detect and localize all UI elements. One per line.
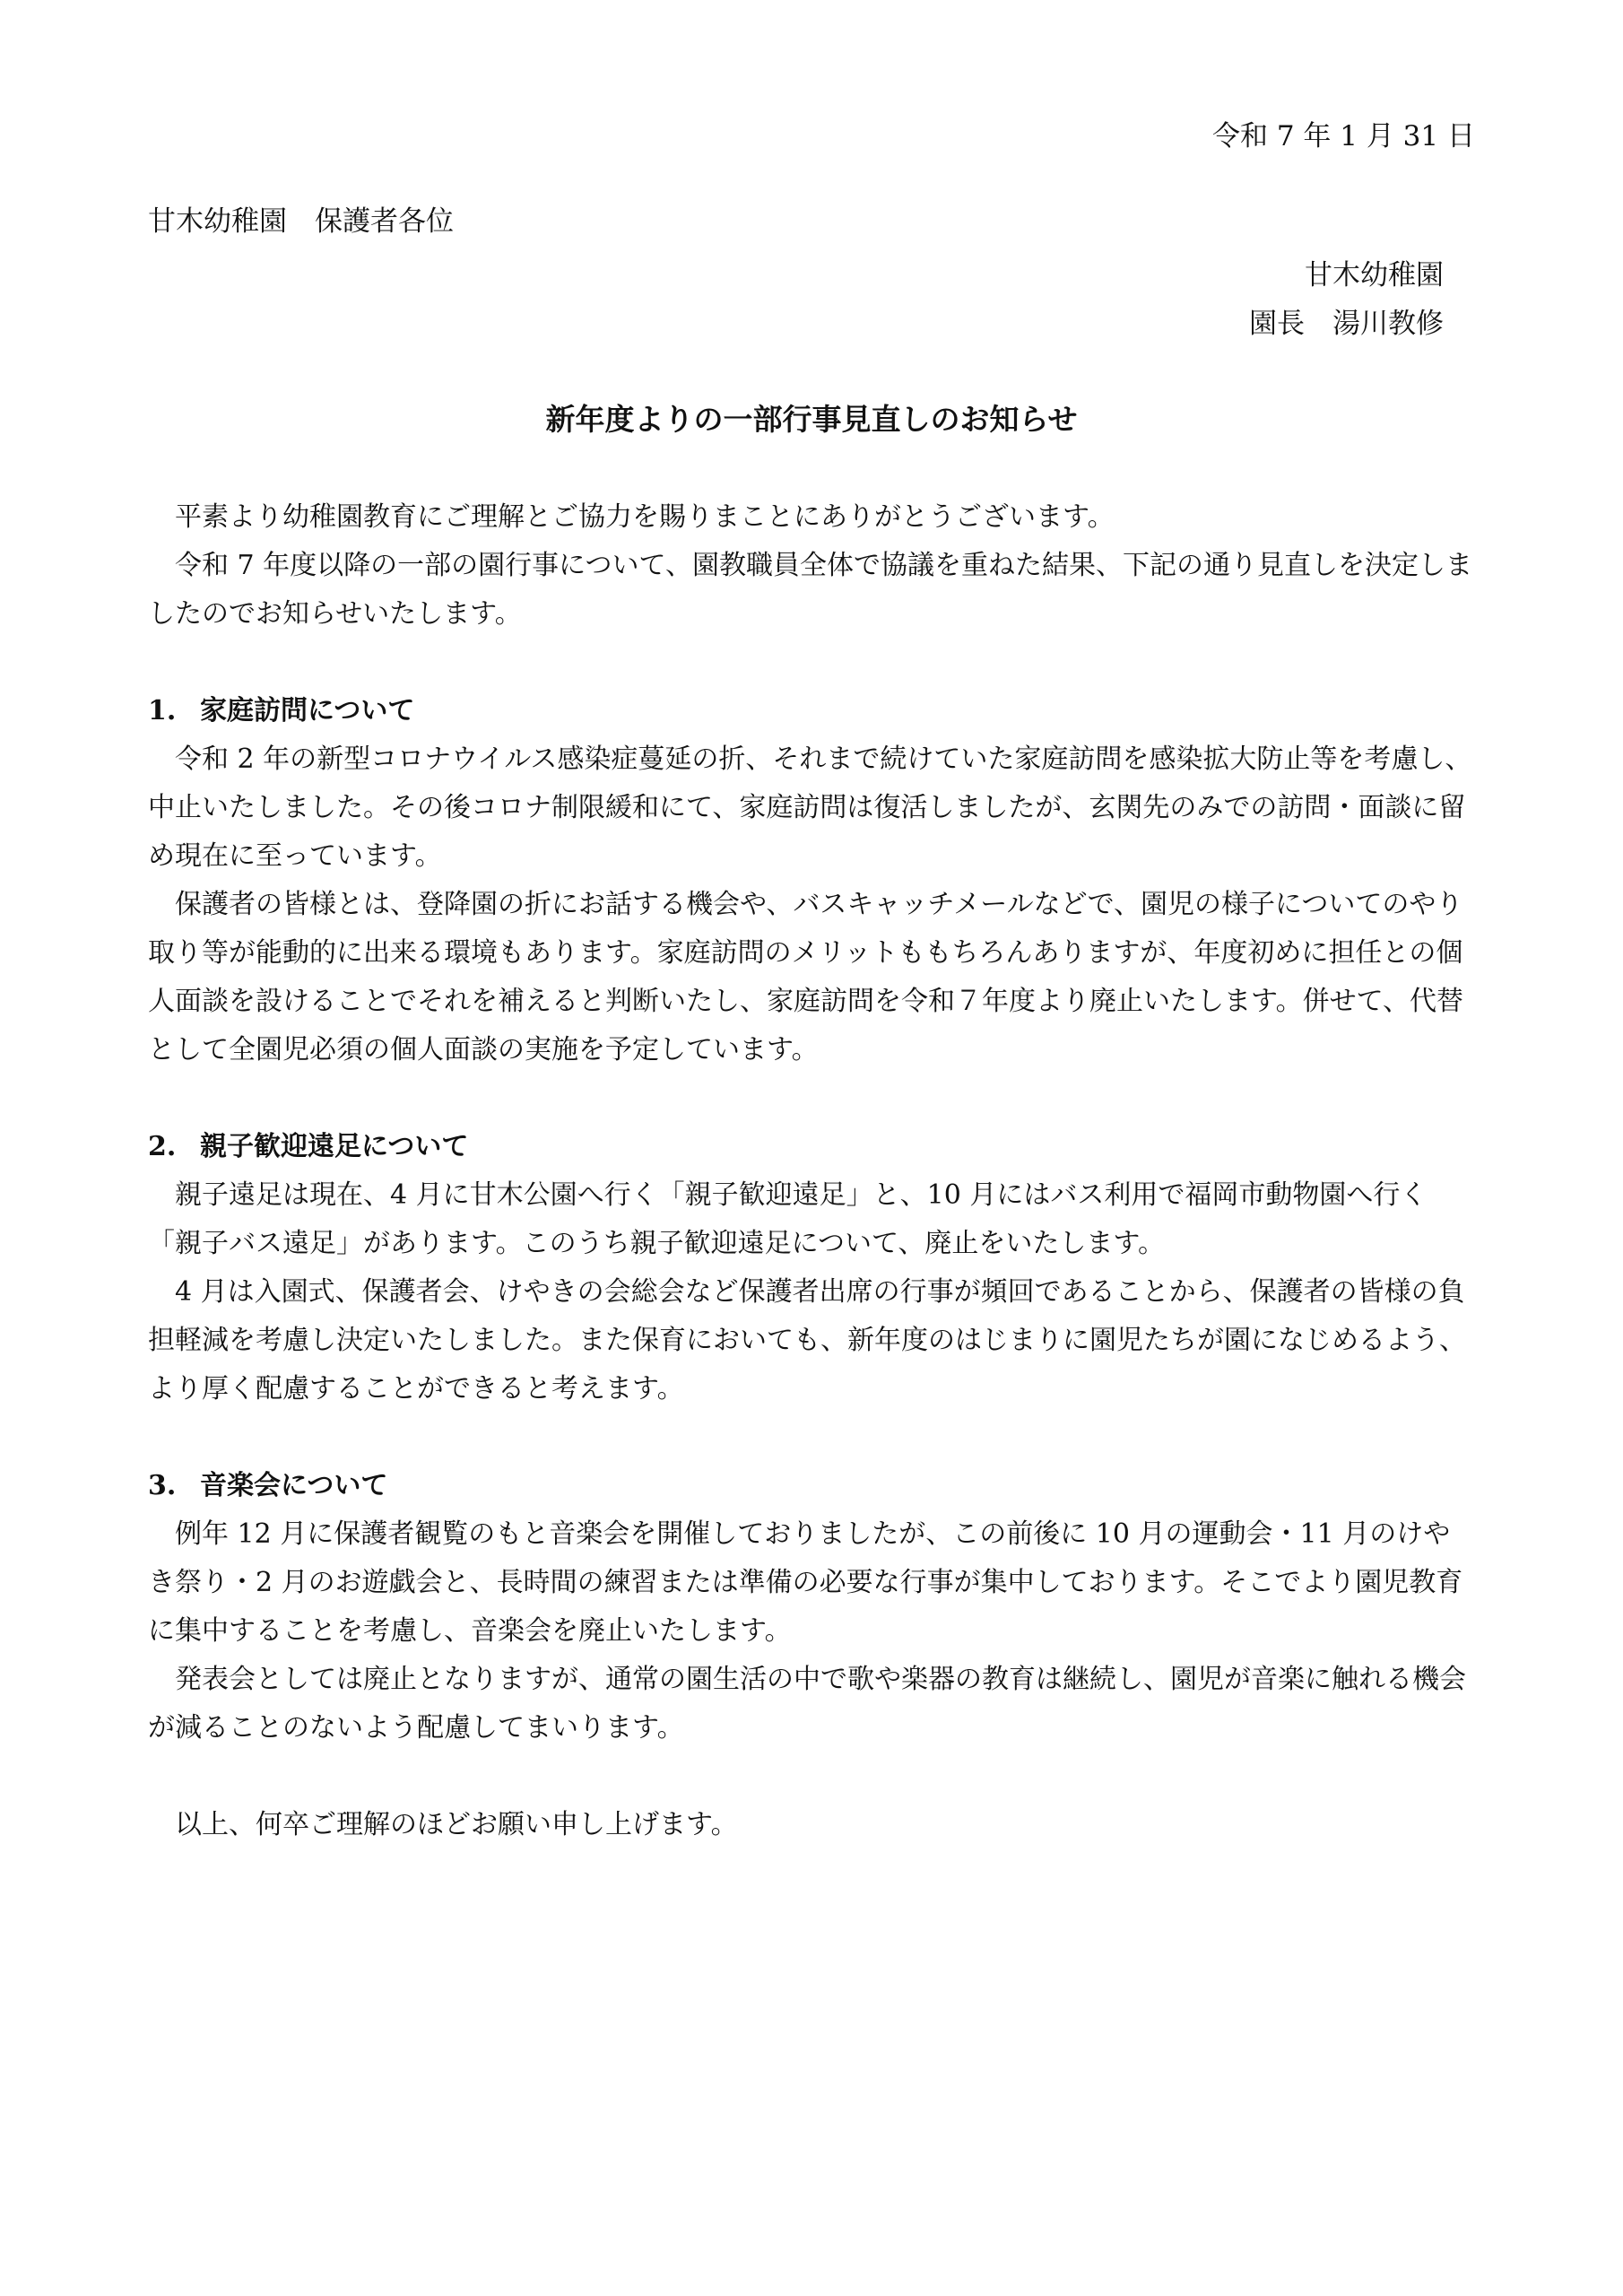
section-heading <box>148 1123 1475 1171</box>
sender-block <box>1249 251 1444 348</box>
intro-paragraph: 平素より幼稚園教育にご理解とご協力を賜りまことにありがとうございます。 <box>175 501 1115 533</box>
section-home-visit <box>148 687 1475 1074</box>
sender-organization: 甘木幼稚園 <box>1305 259 1444 291</box>
document-body <box>148 493 1475 1849</box>
section-paragraph: 保護者の皆様とは、登降園の折にお話する機会や、バスキャッチメールなどで、園児の様子についてのやり取り等が能動的に出来る環境もあります。家庭訪問のメリットももちろんありますが、年度初めに担任との個人面談を設けることでそれを補えると判断いたし、家庭訪問を令和７年度より廃止いたします。併せて、代替として全園児必須の個人面談の実施を予定しています。 <box>148 889 1463 1065</box>
section-number: 2. <box>148 1131 177 1162</box>
intro-block <box>148 493 1475 639</box>
section-heading-text: 音楽会について <box>200 1470 388 1501</box>
closing-text: 以上、何卒ご理解のほどお願い申し上げます。 <box>175 1809 738 1840</box>
section-heading <box>148 1462 1475 1510</box>
section-number: 1. <box>148 695 177 726</box>
section-paragraph: 発表会としては廃止となりますが、通常の園生活の中で歌や楽器の教育は継続し、園児が音楽に触れる機会が減ることのないよう配慮してまいります。 <box>148 1664 1466 1744</box>
section-heading-text: 親子歓迎遠足について <box>200 1131 469 1162</box>
recipient-line: 甘木幼稚園 保護者各位 <box>148 205 454 238</box>
sender-name: 園長 湯川教修 <box>1249 308 1444 340</box>
document-title: 新年度よりの一部行事見直しのお知らせ <box>545 402 1078 437</box>
section-heading <box>148 687 1475 735</box>
section-heading-text: 家庭訪問について <box>200 695 415 726</box>
section-music-concert <box>148 1462 1475 1752</box>
document-date: 令和 7 年 1 月 31 日 <box>1211 120 1475 152</box>
section-number: 3. <box>148 1470 177 1501</box>
closing-block <box>148 1801 1475 1849</box>
section-paragraph: 4 月は入園式、保護者会、けやきの会総会など保護者出席の行事が頻回であることから、保護者の皆様の負担軽減を考慮し決定いたしました。また保育においても、新年度のはじまりに園児たちが園になじめるよう、より厚く配慮することができると考えます。 <box>148 1276 1466 1405</box>
section-paragraph: 例年 12 月に保護者観覧のもと音楽会を開催しておりましたが、この前後に 10 月の運動会・11 月のけやき祭り・2 月のお遊戯会と、長時間の練習または準備の必要な行事が集中しております。そこでより園児教育に集中することを考慮し、音楽会を廃止いたします。 <box>148 1518 1463 1647</box>
section-paragraph: 親子遠足は現在、4 月に甘木公園へ行く「親子歓迎遠足」と、10 月にはバス利用で福岡市動物園へ行く「親子バス遠足」があります。このうち親子歓迎遠足について、廃止をいたします。 <box>148 1179 1428 1259</box>
section-paragraph: 令和 2 年の新型コロナウイルス感染症蔓延の折、それまで続けていた家庭訪問を感染拡大防止等を考慮し、中止いたしました。その後コロナ制限緩和にて、家庭訪問は復活しましたが、玄関先のみでの訪問・面談に留め現在に至っています。 <box>148 744 1472 872</box>
section-parent-child-excursion <box>148 1123 1475 1413</box>
intro-paragraph: 令和 7 年度以降の一部の園行事について、園教職員全体で協議を重ねた結果、下記の通り見直しを決定しましたのでお知らせいたします。 <box>148 550 1472 630</box>
